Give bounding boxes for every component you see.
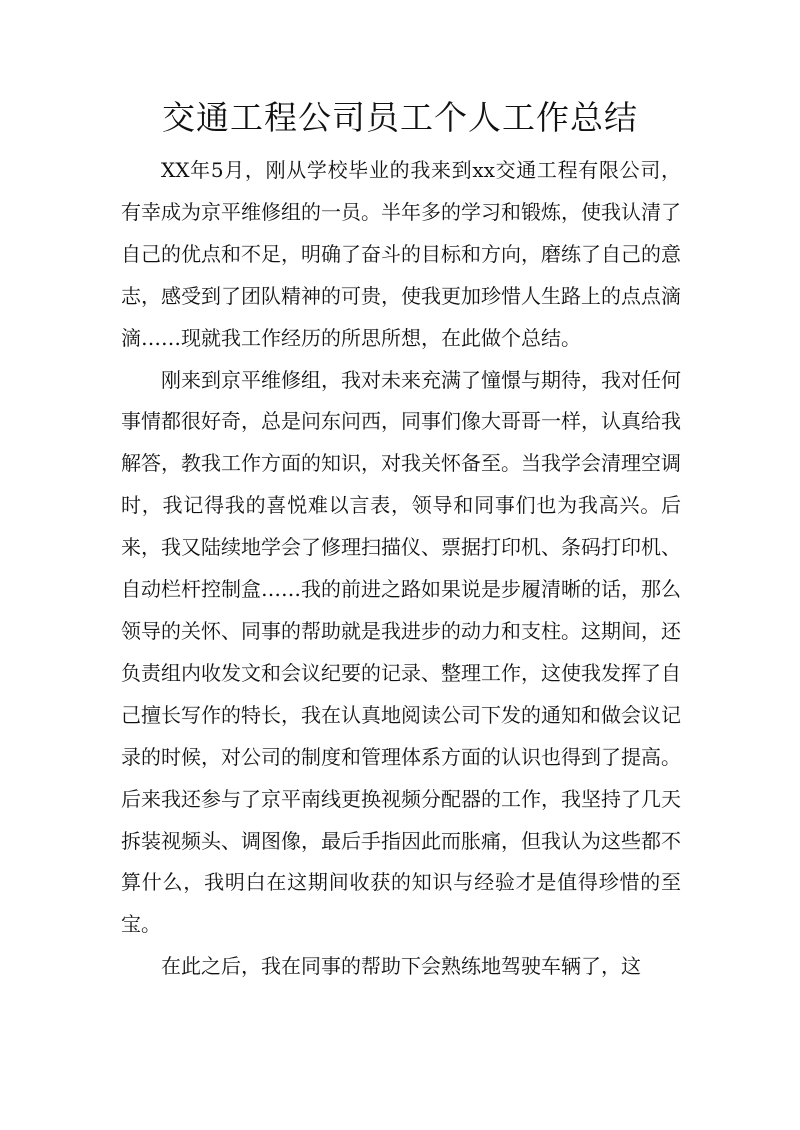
paragraph-3: 在此之后，我在同事的帮助下会熟练地驾驶车辆了，这 (161, 954, 641, 979)
document-title: 交通工程公司员工个人工作总结 (162, 98, 638, 137)
document-body (121, 150, 681, 988)
paragraph-2: 刚来到京平维修组，我对未来充满了憧憬与期待，我对任何事情都很好奇，总是问东问西，同事们像大哥哥一样，认真给我解答，教我工作方面的知识，对我关怀备至。当我学会清理空调时，我记得我的喜悦难以言表，领导和同事们也为我高兴。后来，我又陆续地学会了修理扫描仪、票据打印机、条码打印机、自动栏杆控制盒……我的前进之路如果说是步履清晰的话，那么领导的关怀、同事的帮助就是我进步的动力和支柱。这期间，还负责组内收发文和会议纪要的记录、整理工作，这使我发挥了自己擅长写作的特长，我在认真地阅读公司下发的通知和做会议记录的时候，对公司的制度和管理体系方面的认识也得到了提高。后来我还参与了京平南线更换视频分配器的工作，我坚持了几天拆装视频头、调图像，最后手指因此而胀痛，但我认为这些都不算什么，我明白在这期间收获的知识与经验才是值得珍惜的至宝。 (121, 367, 681, 937)
paragraph-1: XX年5月，刚从学校毕业的我来到xx交通工程有限公司，有幸成为京平维修组的一员。半年多的学习和锻炼，使我认清了自己的优点和不足，明确了奋斗的目标和方向，磨练了自己的意志，感受到了团队精神的可贵，使我更加珍惜人生路上的点点滴滴……现就我工作经历的所思所想，在此做个总结。 (121, 158, 681, 350)
